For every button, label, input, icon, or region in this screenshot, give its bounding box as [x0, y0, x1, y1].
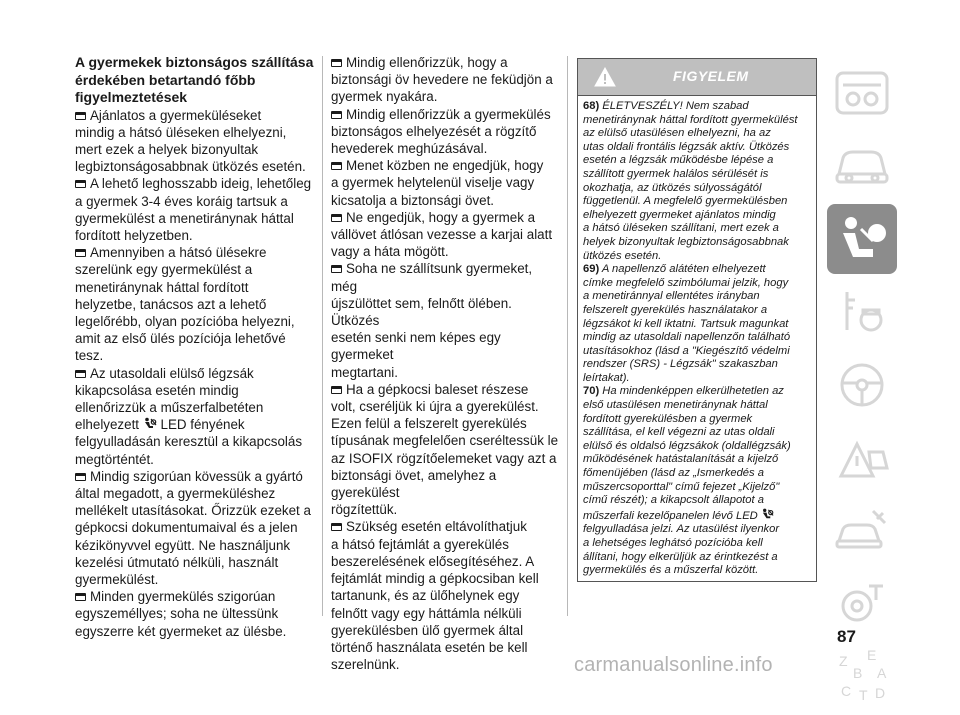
warning-body [578, 96, 816, 582]
svg-text:D: D [875, 685, 886, 701]
svg-text:E: E [867, 648, 877, 663]
airbag-off-symbol-icon [761, 508, 774, 521]
warning-triangle-road-icon [833, 432, 891, 484]
svg-text:T: T [859, 687, 868, 703]
car-tools-icon [833, 505, 891, 557]
list-item: Szükség esetén eltávolíthatjuk a hátsó fejtámlát a gyerekülés beszerelésének elősegítéséhez. A fejtámlát mindig a gépkocsiban kell tartanunk, és az ülőhelynek egy felnőtt vagy egy háttámla nélküli gyerekülésben ülő gyermek által történő használata esetén be kell szerelnünk. [331, 519, 539, 673]
left-column [75, 54, 319, 640]
section-heading: A gyermekek biztonságos szállítása érdekében betartandó főbb figyelmeztetések [75, 54, 314, 105]
chapter-sidebar [827, 58, 897, 715]
svg-text:A: A [877, 665, 887, 681]
list-item: Soha ne szállítsunk gyermeket, még újszülöttet sem, felnőtt ölében. Ütközés esetén senki nem képes egy gyermeket megtartani. [331, 261, 533, 380]
list-item: Mindig ellenőrizzük, hogy a biztonsági öv hevedere ne feküdjön a gyermek nyakára. [331, 55, 553, 105]
chapter-tab-safety[interactable] [827, 204, 897, 274]
bullet-marker-icon [331, 265, 342, 273]
page-number: 87 [837, 627, 856, 646]
watermark: carmanualsonline.info [574, 654, 773, 676]
warning-title: FIGYELEM [673, 68, 749, 84]
warning-item-69: 69) A napellenző alátéten elhelyezett címke megfelelő szimbólumai jelzik, hogy a menetiránnyal ellentétes irányban felszerelt gyerekülés használatakor a légzsákot ki kell iktatni. Tartsuk magunkat mindig az utasoldali napellenzőn található utasításokhoz (lásd a "Kiegészítő védelmi rendszer (SRS) - Légzsák" szakaszban leírtakat). [583, 263, 791, 384]
bullet-marker-icon [331, 214, 342, 222]
list-item: Mindig ellenőrizzük a gyermekülés biztonságos elhelyezését a rögzítő hevederek meghúzásával. [331, 106, 551, 157]
warning-header [578, 59, 816, 96]
chapter-tab-driving[interactable] [827, 350, 897, 420]
warning-item-70: 70) Ha mindenképpen elkerülhetetlen az első utasülésen menetiránynak háttal fordított gyerekülésben a gyermek szállítása, el kell végezni az utas oldali elülső és oldalsó légzsákok (oldallégzsák) működésének hatástalanítását a kijelző főmenüjében (lásd az „Ismerkedés a műszercsoporttal" című fejezet „Kijelző" című részét); a kikapcsolt állapotot a műszerfali kezelőpanelen lévő LED felgyulladása jelzi. Az utasülést ilyenkor a lehetséges leghátsó pozícióba kell állítani, hogy elkerüljük az érintkezést a gyermekülés és a műszerfal között. [583, 385, 791, 577]
steering-wheel-icon [833, 359, 891, 411]
list-item: Menet közben ne engedjük, hogy a gyermek helytelenül viselje vagy kicsatolja a biztonsági övet. [331, 158, 544, 208]
bullet-marker-icon [331, 111, 342, 119]
column-divider-left [322, 56, 323, 616]
list-item: Ha a gépkocsi baleset részese volt, cseréljük ki újra a gyerekülést. Ezen felül a felszerelt gyerekülés típusának megfelelően cseréltessük le az ISOFIX rögzítőelemeket vagy azt a biztonsági övet, amelyhez a gyerekülést rögzítettük. [331, 381, 559, 518]
warning-box [577, 58, 817, 582]
bullet-marker-icon [75, 593, 86, 601]
middle-column [331, 54, 561, 673]
bullet-marker-icon [75, 249, 86, 257]
seat-airbag-icon [833, 213, 891, 265]
chapter-tab-car[interactable] [827, 131, 897, 201]
bullet-marker-icon [75, 180, 86, 188]
chapter-tab-dashboard[interactable] [827, 58, 897, 128]
svg-text:B: B [853, 665, 863, 681]
chapter-tab-index[interactable] [827, 642, 897, 712]
list-item: Mindig szigorúan kövessük a gyártó által megadott, a gyermeküléshez mellékelt utasításokat. Őrizzük ezeket a gépkocsi dokumentumaival és a jelen kézikönyvvel együtt. Ne használjunk kezelési útmutató nélküli, használt gyermekülést. [75, 468, 311, 587]
bullet-marker-icon [75, 112, 86, 120]
airbag-off-symbol-icon [143, 417, 157, 431]
alphabet-index-icon [833, 648, 891, 706]
bullet-marker-icon [331, 523, 342, 531]
car-dashboard-icon [833, 67, 891, 119]
column-divider-right [567, 56, 568, 616]
chapter-tab-emergency[interactable] [827, 423, 897, 493]
bullet-marker-icon [331, 386, 342, 394]
service-gear-icon [833, 578, 891, 630]
bullet-list-left [75, 107, 319, 640]
svg-text:Z: Z [839, 653, 848, 669]
list-item: Amennyiben a hátsó ülésekre szerelünk egy gyermekülést a menetiránynak háttal fordított helyzetbe, tanácsos azt a lehető legelőrébb, olyan pozícióba helyezni, amit az első ülés pozíciója lehetővé tesz. [75, 245, 295, 364]
bullet-marker-icon [75, 370, 86, 378]
bullet-marker-icon [331, 162, 342, 170]
list-item: Ne engedjük, hogy a gyermek a vállövet átlósan vezesse a karjai alatt vagy a háta mögött. [331, 209, 553, 260]
list-item: A lehető leghosszabb ideig, lehetőleg a gyermek 3-4 éves koráig tartsuk a gyermekülést a menetiránynak háttal fordított helyzetben. [75, 176, 312, 243]
list-item: Ajánlatos a gyermeküléseket mindig a hátsó üléseken elhelyezni, mert ezek a helyek bizonyultak legbiztonságosabbnak ütközés esetén. [75, 107, 306, 175]
bullet-marker-icon [331, 59, 342, 67]
warning-item-68: 68) ÉLETVESZÉLY! Nem szabad menetiránynak háttal fordított gyermekülést az elülső utasülésen elhelyezni, ha az utas oldali frontális légzsák aktív. Ütközés esetén a légzsák működésbe lépése a szállított gyermek halálos sérülését is okozhatja, az ütközés súlyosságától függetlenül. A megfelelő gyermekülésben elhelyezett gyermeket ajánlatos mindig a hátsó üléseken szállítani, mert ezek a helyek bizonyultak legbiztonságosabbnak ütközés esetén. [583, 100, 798, 262]
bullet-marker-icon [75, 473, 86, 481]
chapter-tab-starting[interactable] [827, 277, 897, 347]
warning-triangle-icon [594, 67, 616, 87]
list-item: Az utasoldali elülső légzsák kikapcsolása esetén mindig ellenőrizzük a műszerfalbetéten elhelyezett LED fényének felgyulladásán keresztül a kikapcsolás megtörténtét. [75, 365, 303, 467]
key-lock-icon [833, 286, 891, 338]
car-front-icon [833, 140, 891, 192]
svg-text:C: C [841, 683, 852, 699]
chapter-tab-maintenance[interactable] [827, 496, 897, 566]
list-item: Minden gyermekülés szigorúan egyszeméllyes; soha ne ültessünk egyszerre két gyermeket az ülésbe. [75, 589, 287, 639]
